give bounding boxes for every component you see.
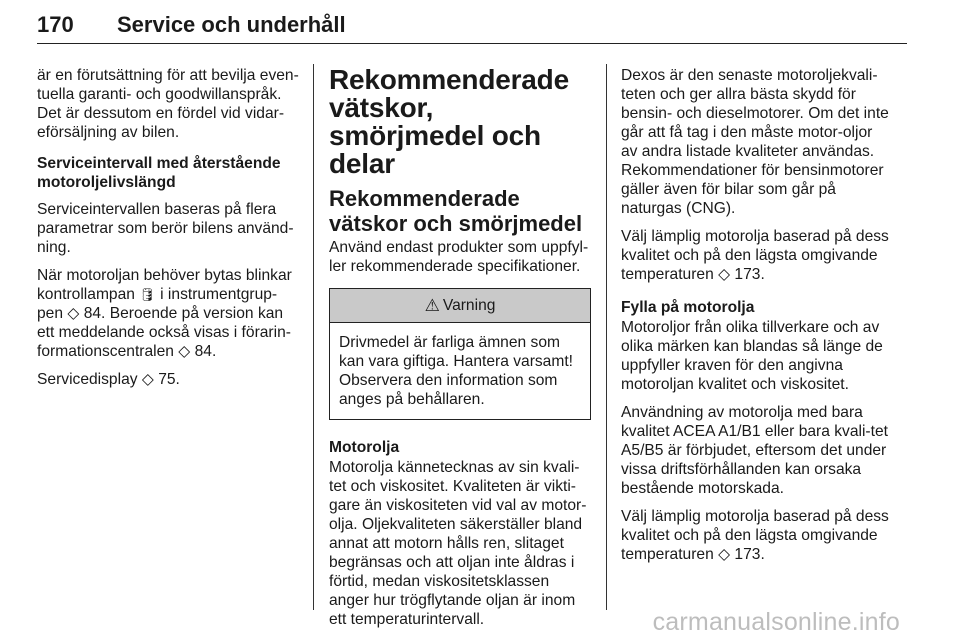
section-heading: Serviceintervall med återstående motoroljelivslängd <box>37 155 281 191</box>
paragraph: Dexos är den senaste motoroljekvali-teten och ger allra bästa skydd för bensin- och dieselmotorer. Om det inte går att få tag i den måste motor-oljor av andra listade kvaliteter användas. Rekommendationer för bensinmotorer gäller även för bilar som går på naturgas (CNG). <box>621 67 889 217</box>
page-number: 170 <box>37 12 74 37</box>
column-divider-1 <box>313 64 314 610</box>
paragraph: Servicedisplay ◇ 75. <box>37 371 180 388</box>
section-heading: Motorolja <box>329 439 400 456</box>
chapter-heading: Rekommenderade vätskor, smörjmedel och delar <box>329 64 569 179</box>
paragraph: Använd endast produkter som uppfyl-ler rekommenderade specifikationer. <box>329 239 589 275</box>
page-title: Service och underhåll <box>117 12 346 37</box>
page-reference-arrow-icon: ◇ <box>718 266 731 283</box>
section-heading: Fylla på motorolja <box>621 299 755 316</box>
page-reference-arrow-icon: ◇ <box>141 371 154 388</box>
page-reference-arrow-icon: ◇ <box>718 546 731 563</box>
oil-lamp-icon: 🛢 <box>139 287 156 302</box>
column-divider-2 <box>606 64 607 610</box>
column-3 <box>621 66 891 573</box>
paragraph: Användning av motorolja med bara kvalitet ACEA A1/B1 eller bara kvali-tet A5/B5 är förbjudet, eftersom det under vissa driftsförhållanden kan orsaka bestående motorskada. <box>621 404 888 497</box>
page-header <box>37 10 907 44</box>
column-1 <box>37 66 299 398</box>
paragraph: Välj lämplig motorolja baserad på dess kvalitet och på den lägsta omgivande temperaturen ◇ 173. <box>621 228 889 283</box>
page-reference-arrow-icon: ◇ <box>67 305 80 322</box>
paragraph: Serviceintervallen baseras på flera parametrar som berör bilens använd-ning. <box>37 201 294 256</box>
warning-title: Varning <box>442 297 496 314</box>
paragraph: Välj lämplig motorolja baserad på dess kvalitet och på den lägsta omgivande temperaturen ◇ 173. <box>621 508 889 563</box>
paragraph: När motoroljan behöver bytas blinkar kontrollampan 🛢 i instrumentgrup-pen ◇ 84. Beroende på version kan ett meddelande också visas i förarin-formationscentralen ◇ 84. <box>37 267 292 360</box>
warning-text: Drivmedel är farliga ämnen som kan vara giftiga. Hantera varsamt! Observera den information som anges på behållaren. <box>339 334 574 408</box>
warning-box <box>329 288 591 420</box>
paragraph: Motorolja kännetecknas av sin kvali-tet och viskositet. Kvaliteten är vikti-gare än viskositeten vid val av motor-olja. Oljekvaliteten säkerställer bland annat att motorn hålls ren, slitaget begränsas och att oljan inte åldras i förtid, medan viskositetsklassen anger hur trögflytande oljan är inom ett temperaturintervall. <box>329 459 587 628</box>
section-heading: Rekommenderade vätskor och smörjmedel <box>329 186 583 236</box>
watermark: carmanualsonline.info <box>652 608 900 636</box>
paragraph: Motoroljor från olika tillverkare och av olika märken kan blandas så länge de uppfyller kraven för den angivna motoroljan kvalitet och viskositet. <box>621 319 883 393</box>
warning-icon: ⚠ <box>424 296 440 315</box>
warning-header <box>330 289 590 323</box>
page-reference-arrow-icon: ◇ <box>178 343 191 360</box>
column-2 <box>329 66 591 638</box>
paragraph: är en förutsättning för att bevilja even-tuella garanti- och goodwillanspråk. Det är dessutom en fördel vid vidar-eförsäljning av bilen. <box>37 67 299 141</box>
